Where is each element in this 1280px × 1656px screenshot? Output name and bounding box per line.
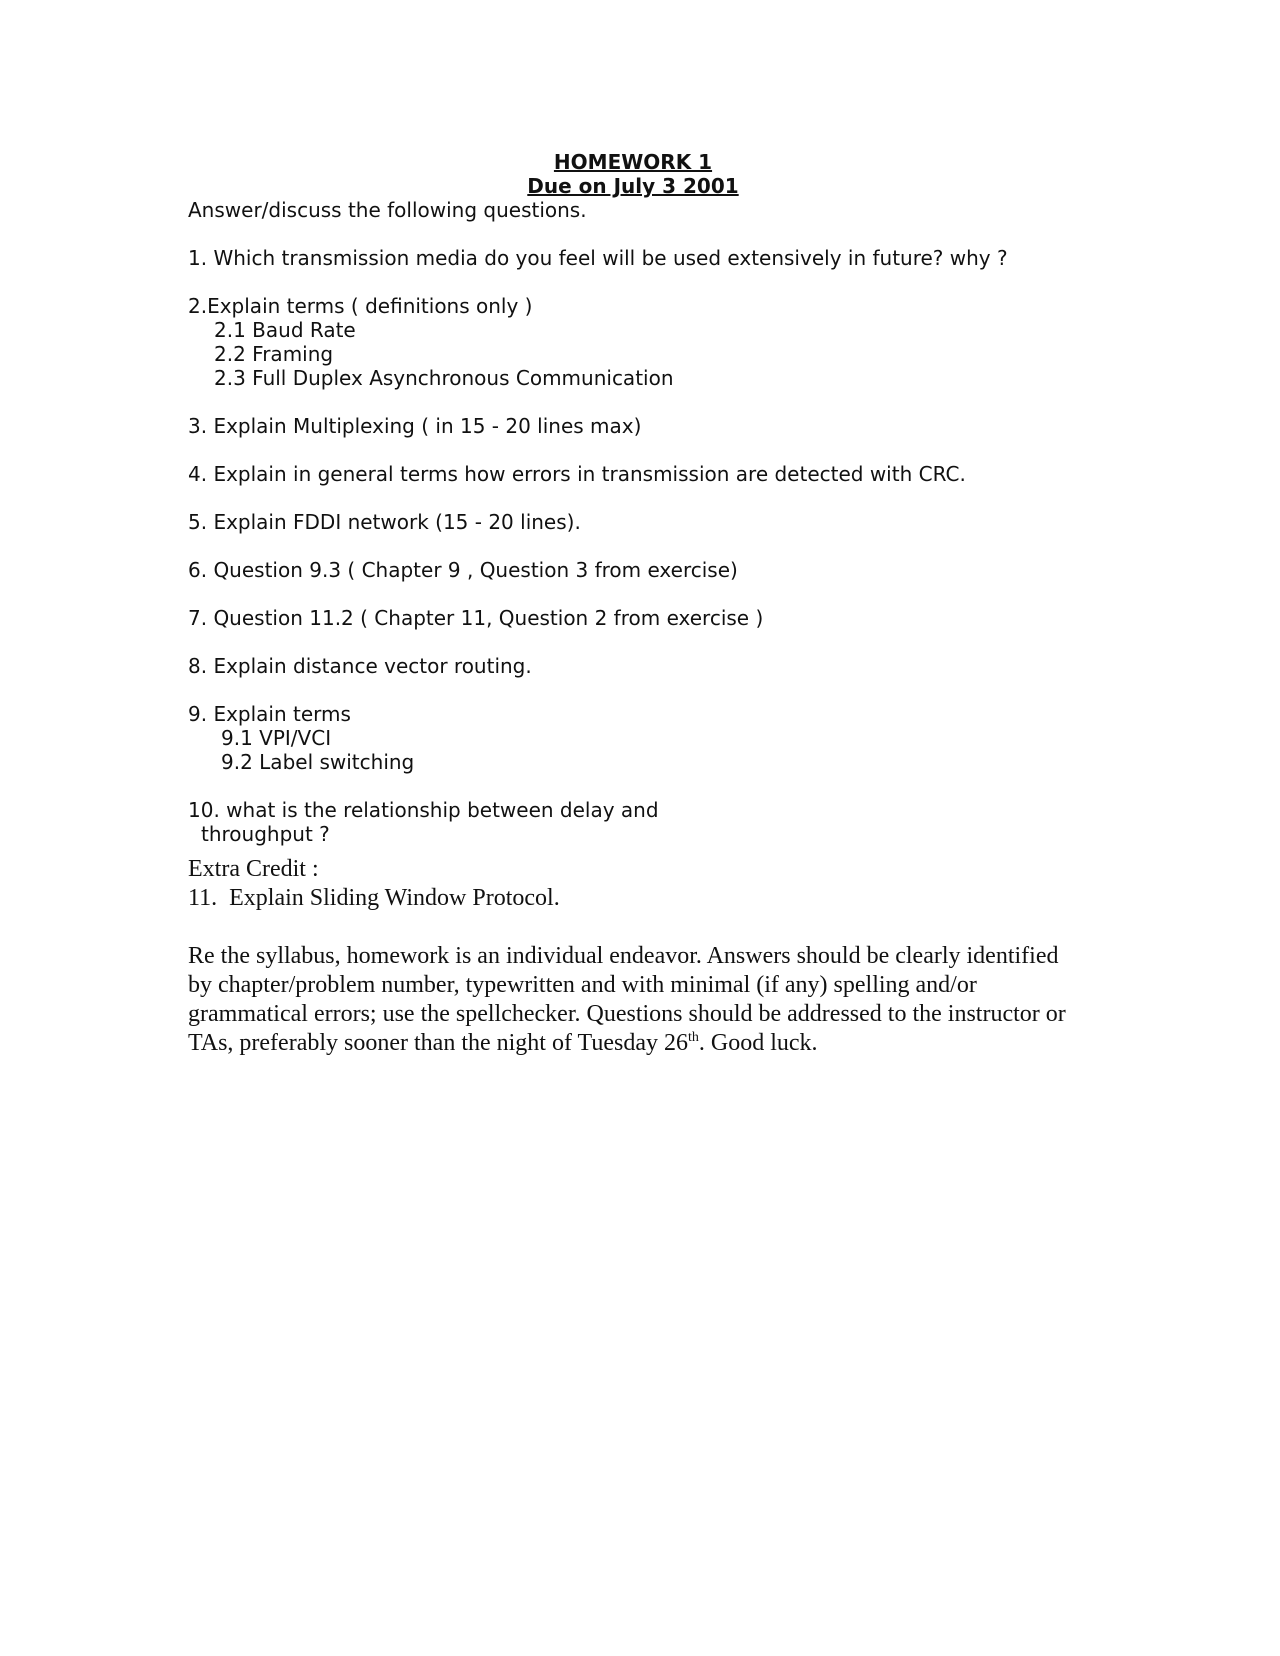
question-7: 7. Question 11.2 ( Chapter 11, Question 2 from exercise ) bbox=[188, 606, 764, 630]
question-2-item: 2.3 Full Duplex Asynchronous Communication bbox=[214, 366, 674, 390]
ordinal-superscript: th bbox=[688, 1030, 699, 1045]
due-date: Due on July 3 2001 bbox=[527, 174, 739, 198]
question-2: 2.Explain terms ( definitions only ) bbox=[188, 294, 533, 318]
question-9-item: 9.2 Label switching bbox=[221, 750, 415, 774]
question-1: 1. Which transmission media do you feel will be used extensively in future? why ? bbox=[188, 246, 1008, 270]
document-title: HOMEWORK 1 bbox=[553, 150, 713, 174]
extra-credit-section bbox=[188, 855, 1088, 913]
question-8: 8. Explain distance vector routing. bbox=[188, 654, 532, 678]
question-10: 10. what is the relationship between delay and bbox=[188, 798, 659, 822]
question-2-item: 2.2 Framing bbox=[214, 342, 334, 366]
question-9: 9. Explain terms bbox=[188, 702, 351, 726]
intro-text: Answer/discuss the following questions. bbox=[188, 198, 587, 222]
question-3: 3. Explain Multiplexing ( in 15 - 20 lines max) bbox=[188, 414, 642, 438]
question-2-item: 2.1 Baud Rate bbox=[214, 318, 356, 342]
question-11: 11. Explain Sliding Window Protocol. bbox=[188, 885, 560, 911]
document-page bbox=[188, 150, 1088, 1058]
instructions-text: Re the syllabus, homework is an individual endeavor. Answers should be clearly identified by chapter/problem number, typewritten and with minimal (if any) spelling and/or grammatical errors; use the spellchecker. Questions should be addressed to the instructor or TAs, preferably sooner than the night of Tuesday 26 bbox=[188, 943, 1066, 1056]
question-9-item: 9.1 VPI/VCI bbox=[221, 726, 332, 750]
question-5: 5. Explain FDDI network (15 - 20 lines). bbox=[188, 510, 581, 534]
instructions-ending: . Good luck. bbox=[698, 1030, 818, 1056]
question-4: 4. Explain in general terms how errors in transmission are detected with CRC. bbox=[188, 462, 966, 486]
question-10-continuation: throughput ? bbox=[201, 822, 330, 846]
question-6: 6. Question 9.3 ( Chapter 9 , Question 3 from exercise) bbox=[188, 558, 738, 582]
extra-credit-label: Extra Credit : bbox=[188, 856, 319, 882]
instructions-note bbox=[188, 942, 1068, 1058]
